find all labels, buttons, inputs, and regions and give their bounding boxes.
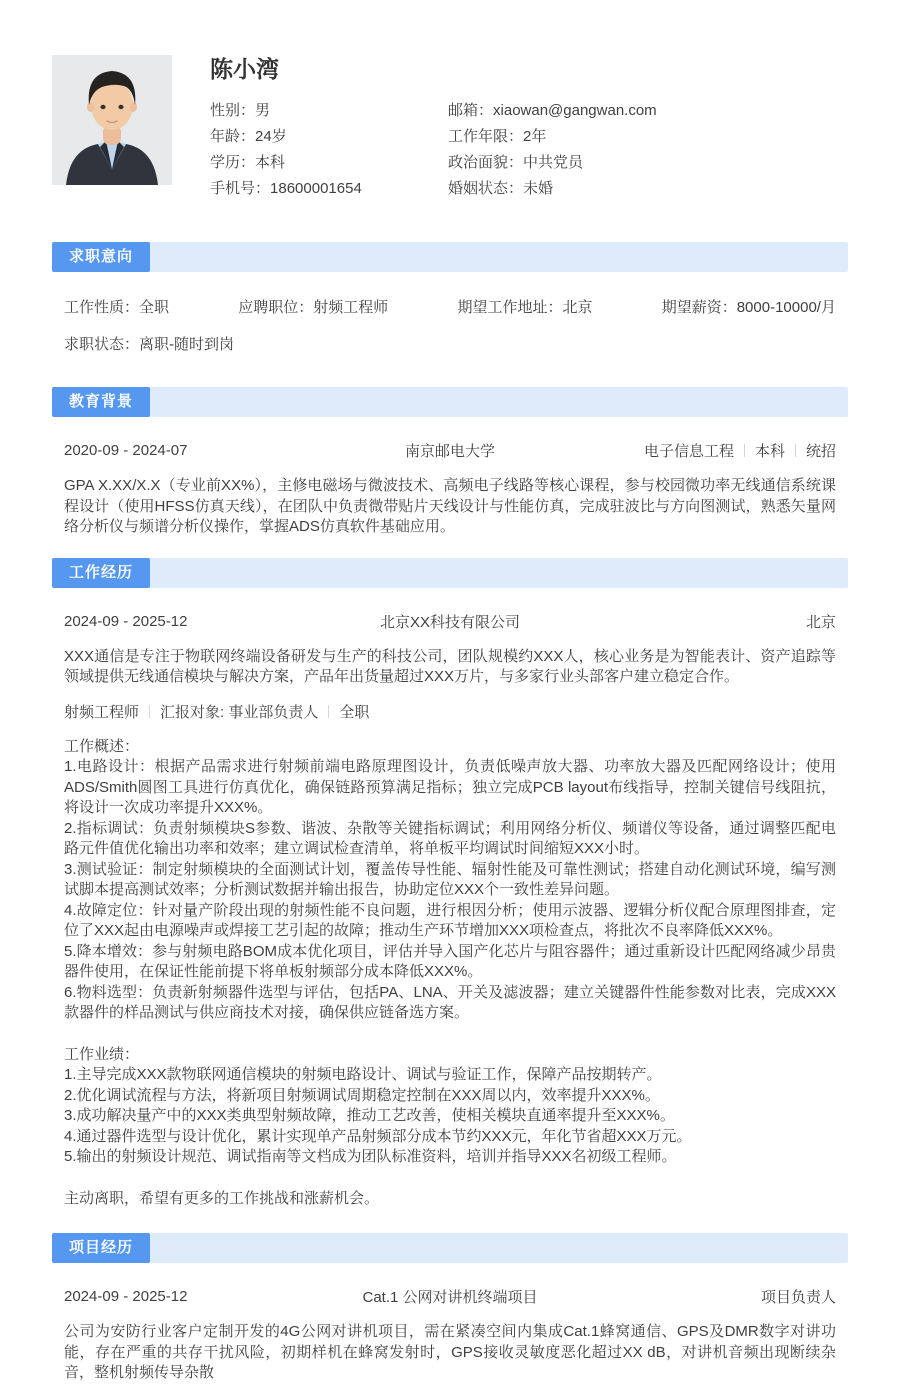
work-achievement-item: 4.通过器件选型与设计优化，累计实现单产品射频部分成本节约XXX元，年化节省超XXX万元。 <box>64 1127 692 1145</box>
work-report-to: 汇报对象: 事业部负责人 <box>160 703 319 721</box>
work-achievement-item: 5.输出的射频设计规范、调试指南等文档成为团队标准资料，培训并指导XXX名初级工程师。 <box>64 1148 677 1165</box>
section-job-intent <box>52 242 848 354</box>
work-overview-item: 5.降本增效：参与射频电路BOM成本优化项目，评估并导入国产化芯片与阻容器件；通过重新设计匹配网络减少昂贵器件使用，在保证性能前提下将单板射频部分成本降低XXX%。 <box>64 942 836 980</box>
project-role: 项目负责人 <box>760 1289 836 1306</box>
profile-photo <box>52 55 172 185</box>
company-intro: XXX通信是专注于物联网终端设备研发与生产的科技公司，团队规模约XXX人，核心业务是为智能表计、资产追踪等领域提供无线通信模块与解决方案，产品年出货量超过XXX万片，与多家行业头部客户建立稳定合作。 <box>64 647 836 685</box>
work-overview-block <box>64 737 836 1024</box>
job-intent-row-1 <box>64 296 836 317</box>
job-intent-row-2 <box>64 333 836 354</box>
section-title-badge: 项目经历 <box>52 1233 150 1263</box>
info-phone: 手机号：18600001654 <box>210 179 362 197</box>
work-overview-item: 3.测试验证：制定射频模块的全面测试计划，覆盖传导性能、辐射性能及可靠性测试；搭建自动化测试环境，编写测试脚本提高测试效率；分析测试数据并输出报告，协助定位XXX个一致性差异问题。 <box>64 860 836 898</box>
info-gender: 性别：男 <box>210 101 271 119</box>
work-position-line <box>64 701 836 722</box>
intent-location: 期望工作地址：北京 <box>457 299 593 316</box>
education-major: 电子信息工程 <box>643 443 734 460</box>
work-position: 射频工程师 <box>64 703 140 721</box>
project-period: 2024-09 - 2025-12 <box>64 1288 188 1305</box>
section-work-experience <box>52 558 848 1210</box>
section-title-badge: 工作经历 <box>52 558 150 588</box>
work-content <box>52 611 848 1210</box>
basic-info-grid <box>210 96 848 200</box>
education-admission-type: 统招 <box>805 443 836 460</box>
work-overview-item: 6.物料选型：负责新射频器件选型与评估，包括PA、LNA、开关及滤波器；建立关键器件性能参数对比表，完成XXX款器件的样品测试与供应商技术对接，确保供应链备选方案。 <box>64 983 836 1021</box>
work-overview-item: 2.指标调试：负责射频模块S参数、谐波、杂散等关键指标调试；利用网络分析仪、频谱仪等设备，通过调整匹配电路元件值优化输出功率和效率；建立调试检查清单，将单板平均调试时间缩短XXX小时。 <box>64 819 836 857</box>
info-experience-years: 工作年限：2年 <box>448 127 547 145</box>
education-description: GPA X.XX/X.X（专业前XX%），主修电磁场与微波技术、高频电子线路等核心课程，参与校园微功率无线通信系统课程设计（使用HFSS仿真天线），在团队中负责微带贴片天线设计与性能仿真，完成驻波比与方向图测试，熟悉矢量网络分析仪与频谱分析仪操作，掌握ADS仿真软件基础应用。 <box>64 477 836 535</box>
education-meta-row <box>64 440 836 461</box>
work-achievement-item: 2.优化调试流程与方法，将新项目射频调试周期稳定控制在XXX周以内，效率提升XXX%。 <box>64 1086 660 1104</box>
section-bar <box>52 242 848 272</box>
work-overview-title: 工作概述： <box>64 737 140 755</box>
education-content <box>52 440 848 538</box>
work-achievement-block <box>64 1045 836 1168</box>
work-location: 北京 <box>805 613 836 631</box>
job-intent-content <box>52 296 848 354</box>
section-bar <box>52 558 848 588</box>
profile-photo-illustration <box>52 55 172 185</box>
education-school: 南京邮电大学 <box>404 443 495 460</box>
section-bar <box>52 387 848 417</box>
section-title-badge: 教育背景 <box>52 387 150 417</box>
section-project-experience <box>52 1233 848 1384</box>
intent-salary: 期望薪资：8000-10000/月 <box>661 299 836 316</box>
work-company: 北京XX科技有限公司 <box>379 613 520 631</box>
work-achievement-item: 1.主导完成XXX款物联网通信模块的射频电路设计、调试与验证工作，保障产品按期转产。 <box>64 1066 662 1083</box>
education-degree-info <box>495 440 836 461</box>
project-meta-row <box>64 1286 836 1307</box>
info-age: 年龄：24岁 <box>210 127 287 145</box>
divider <box>328 705 329 718</box>
intent-position: 应聘职位：射频工程师 <box>238 299 389 316</box>
candidate-name: 陈小湾 <box>210 56 279 82</box>
work-job-type: 全职 <box>339 703 370 721</box>
info-marital-status: 婚姻状态：未婚 <box>448 179 554 197</box>
work-period: 2024-09 - 2025-12 <box>64 612 188 630</box>
info-email: 邮箱：xiaowan@gangwan.com <box>448 101 657 119</box>
header-info <box>210 55 848 200</box>
work-leave-reason: 主动离职，希望有更多的工作挑战和涨薪机会。 <box>64 1189 380 1207</box>
work-overview-item: 4.故障定位：针对量产阶段出现的射频性能不良问题，进行根因分析；使用示波器、逻辑分析仪配合原理图排查，定位了XXX起由电源噪声或焊接工艺引起的故障；推动生产环节增加XXX项检查点，将批次不良率降低XXX%。 <box>64 901 836 939</box>
info-political-status: 政治面貌：中共党员 <box>448 153 584 171</box>
divider <box>795 444 796 457</box>
work-meta-row <box>64 611 836 632</box>
work-overview-item: 1.电路设计：根据产品需求进行射频前端电路原理图设计，负责低噪声放大器、功率放大器及匹配网络设计；使用ADS/Smith圆图工具进行仿真优化，确保链路预算满足指标；独立完成PCB layout布线指导，控制关键信号线阻抗，将设计一次成功率提升XXX%。 <box>64 758 836 816</box>
project-description: 公司为安防行业客户定制开发的4G公网对讲机项目，需在紧凑空间内集成Cat.1蜂窝通信、GPS及DMR数字对讲功能，存在严重的共存干扰风险，初期样机在蜂窝发射时，GPS接收灵敏度恶化超过XX dB，对讲机音频出现断续杂音，整机射频传导杂散 <box>64 1323 836 1381</box>
education-degree: 本科 <box>754 443 785 460</box>
education-period: 2020-09 - 2024-07 <box>64 442 188 459</box>
work-achievement-item: 3.成功解决量产中的XXX类典型射频故障，推动工艺改善，使相关模块直通率提升至XXX%。 <box>64 1107 675 1124</box>
project-name: Cat.1 公网对讲机终端项目 <box>362 1289 538 1306</box>
intent-job-nature: 工作性质：全职 <box>64 299 170 316</box>
resume-header <box>52 0 848 200</box>
divider <box>744 444 745 457</box>
section-bar <box>52 1233 848 1263</box>
divider <box>149 705 150 718</box>
info-education: 学历：本科 <box>210 153 286 171</box>
intent-status: 求职状态：离职-随时到岗 <box>64 336 235 353</box>
project-content <box>52 1286 848 1384</box>
section-education <box>52 387 848 538</box>
work-achievement-title: 工作业绩： <box>64 1045 140 1063</box>
section-title-badge: 求职意向 <box>52 242 150 272</box>
